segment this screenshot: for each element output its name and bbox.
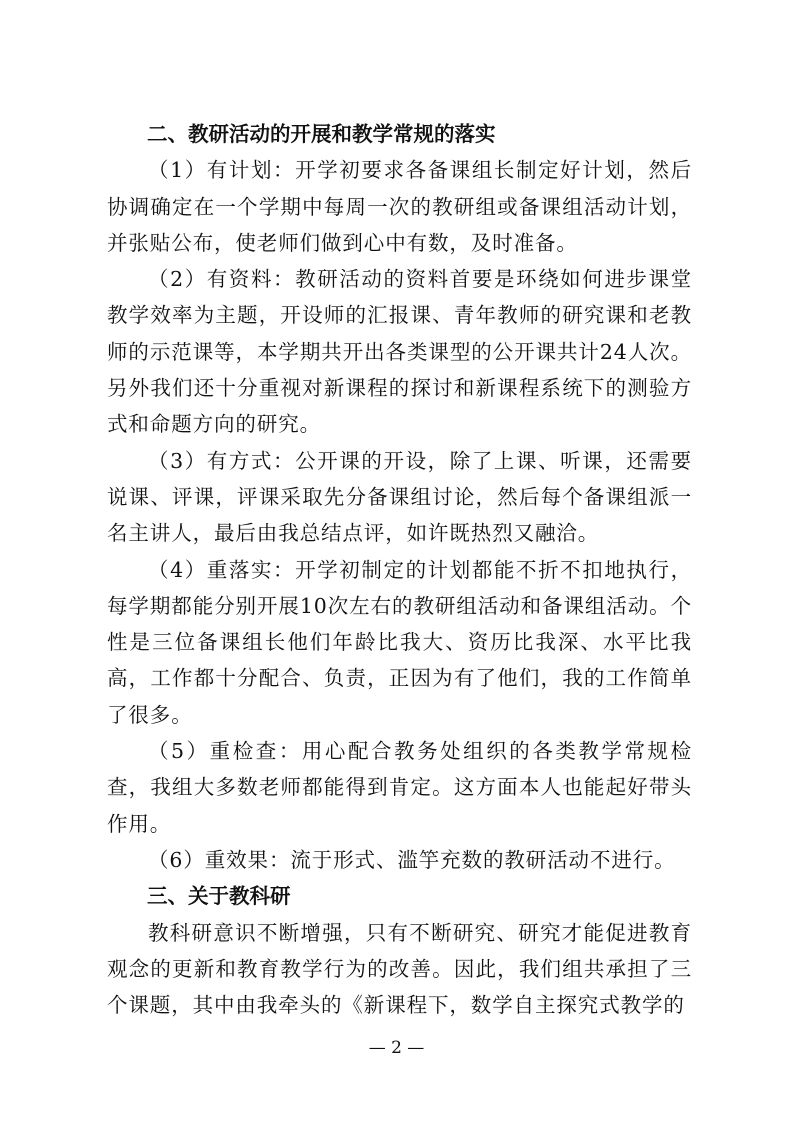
paragraph-plan: （1）有计划：开学初要求各备课组长制定好计划，然后协调确定在一个学期中每周一次的教研组或备课组活动计划，并张贴公布，使老师们做到心中有数，及时准备。	[107, 158, 692, 255]
section-2-heading: 二、教研活动的开展和教学常规的落实	[147, 122, 496, 146]
paragraph-research: 教科研意识不断增强，只有不断研究、研究才能促进教育观念的更新和教育教学行为的改善。因此，我们组共承担了三个课题，其中由我牵头的《新课程下，数学自主探究式教学的	[107, 920, 692, 1018]
paragraph-methods: （3）有方式：公开课的开设，除了上课、听课，还需要说课、评课，评课采取先分备课组讨论，然后每个备课组派一名主讲人，最后由我总结点评，如许既热烈又融洽。	[107, 448, 692, 546]
page-content	[107, 116, 692, 1023]
paragraph-inspection: （5）重检查：用心配合教务处组织的各类教学常规检查，我组大多数老师都能得到肯定。这方面本人也能起好带头作用。	[107, 739, 692, 836]
paragraph-effectiveness: （6）重效果：流于形式、滥竽充数的教研活动不进行。	[148, 847, 676, 872]
page-number: — 2 —	[368, 1038, 425, 1058]
paragraph-implementation: （4）重落实：开学初制定的计划都能不折不扣地执行，每学期都能分别开展10次左右的教研组活动和备课组活动。个性是三位备课组长他们年龄比我大、资历比我深、水平比我高，工作都十分配合、负责，正因为有了他们，我的工作简单了很多。	[107, 557, 692, 727]
paragraph-materials: （2）有资料：教研活动的资料首要是环绕如何进步课堂教学效率为主题，开设师的汇报课、青年教师的研究课和老教师的示范课等，本学期共开出各类课型的公开课共计24人次。另外我们还十分重视对新课程的探讨和新课程系统下的测验方式和命题方向的研究。	[107, 267, 692, 437]
section-3-heading: 三、关于教科研	[147, 884, 291, 909]
